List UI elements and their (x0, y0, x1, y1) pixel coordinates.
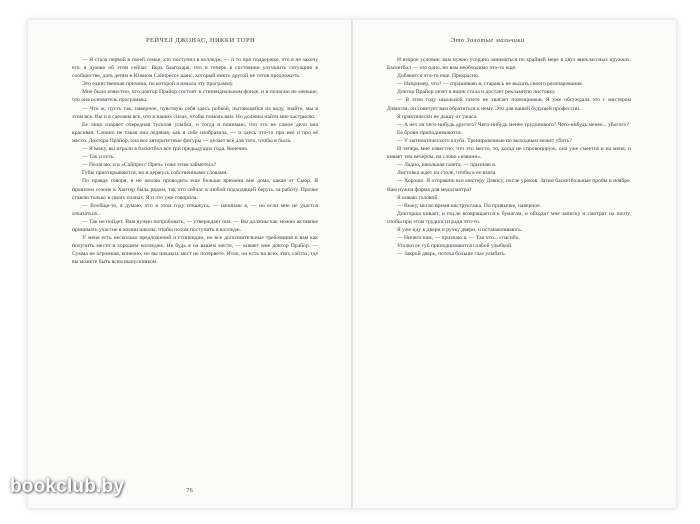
paragraph: У меня есть несколько предложений и стипендии, но все дополнительные требования к вам как получить место в хорошем колледже. Не будь я на вашем месте, — кивает мне доктор Прайор. — Сумма не огромная, конечно, но вы никаких мест не потеряете. Итак, он есть на всех этих сайтах, где вы можете быть всем выпускником. (72, 235, 318, 266)
watermark-logo: bookclub.by (10, 476, 125, 497)
paragraph: — Я стала первой в своей семье, кто поступил в колледж, — и то при поддержке, что я не захочу его, я думаю об этом сейчас. Ведь благодаря, что я теперь в состоянии улучшить ситуацию в сообществе, дать детям в Южном Сайпрессе шанс, который никто другой не готов предложить. (72, 57, 318, 80)
paragraph: Я уже иду к двери и ручку двери, и останавливаюсь. (397, 226, 523, 233)
paragraph: Мне было известно, что доктор Прайор состоит в стипендиальном фонде, и я полагаю не меньше, что она основатель программы. (72, 89, 318, 104)
right-running-head: Это Золотые мальчики (451, 37, 525, 44)
paragraph: Листовка ждет на столе, чтобы я ее взяла. (397, 170, 497, 177)
paragraph: Докторша кивает, и после возвращается к бумагам, и обходит мне записку и смотрит на почту, чтобы при этом трудности ради что-то. (387, 210, 631, 225)
paragraph: — Ладно, школьная газета, — признаю я. (397, 162, 497, 169)
paragraph: Ее брови приподнимаются. (397, 129, 463, 136)
paragraph: Ее лицо озаряет очередная тусклая улыбка, и тогда я понимаю, что это не самое дело она красивая. Словно не такая она ледяная, как я себе изобразила, — и здесь что-то про неё и про её место. Доктора Прайор, она все авторитетные фигуры — делает всё для того, чтобы я была. (72, 121, 318, 144)
paragraph: — Закрой дверь, потеха больше глаз улыбать. (397, 251, 506, 258)
paragraph: Добавится что-то еще. Прекрасно. (397, 73, 480, 80)
paragraph: — В этом году школьной газете не хватает помощников. Я уже обсуждала это с мистером Дэвисом, он советует вам обратиться к нему. Это для вашей будущей профессии. (387, 97, 631, 112)
paragraph: — Полагаю, и в «Сайпресс Преп» тоже этим займетесь? (82, 162, 217, 169)
paragraph: — А нет ли чего-нибудь другого? Чего-нибудь менее трудоемкого? Чего-нибудь менее... убогого? (397, 121, 629, 128)
book-spread (28, 20, 676, 508)
page-number: 76 (186, 487, 193, 494)
paragraph: — Ничего нам, — признаю я. — Так что... спасибо. (397, 235, 520, 242)
right-body-text (387, 56, 631, 258)
paragraph: Уголки ее губ приподнимаются слабой улыбкой. (397, 243, 513, 250)
paragraph: И теперь мне известно, что это место, то, когда не спровоцирую, она уже смеется и на меня, и кивает тем вечером, на слово «извини». (387, 146, 631, 161)
left-body-text (72, 56, 318, 266)
left-running-head: РЕЙЧЕЛ ДЖОНАС, НИККИ ТОРН (146, 37, 256, 44)
paragraph: По правде говоря, я не желаю проводить еще больше времени вне дома, какая от Сьюр. Я прошлом сезоне в Хантер была рядом, так что сейчас в любой подходящей берусь за работу. Прочее ставлю только в своих планах. Я и это уже говорила. (72, 178, 318, 201)
paragraph: — Вижу, мы во время инструктажа. По привычке, наверное. (397, 202, 542, 209)
paragraph: — Вообще-то, я думаю, что в этом году откажусь, — начинаю я, — но если мне не удастся отказаться... (72, 202, 318, 217)
paragraph: — Хорошо. Я отправлю все мистеру Дэвису, после уроков. Затем баскетбольные пробы в ноябре. Вам нужна форма для медосмотра? (387, 178, 631, 193)
paragraph: И второе условие: вам нужно усердно заниматься по крайней мере в двух внеклассных кружках. Баскетбол — это одно, но вам необходимо что-то еще. (387, 57, 631, 72)
paragraph: Я киваю головой. (397, 194, 439, 201)
paragraph: — Что ж, пусть так, наверное, чувствую себя здесь робкой, пытающейся на воду, знайте, мы в этом все. Вы и я сделаем все, что в наших силах, чтобы помочь вам. Но должны найти мне кастрюлю. (72, 105, 318, 120)
paragraph: — Например, что? — спрашиваю я, стараясь не выдать своего разочарования. (397, 81, 584, 88)
paragraph: — Так и есть. (82, 154, 115, 161)
paragraph: Губы приоткрываются, но я держусь собственными словами. (82, 170, 228, 177)
paragraph: Я практически не дышу от ужаса. (397, 113, 478, 120)
paragraph: — У математического клуба. Тренировочные по выходным может убить? (397, 137, 572, 144)
paragraph: Доктор Прайор лезет в ящик стола и достает рекламную листовку. (397, 89, 556, 96)
left-page (28, 20, 351, 508)
right-page (353, 20, 676, 508)
paragraph: Это единственная причина, по которой я начала эту программу. (82, 81, 234, 88)
paragraph: — Так не пойдет. Вам нужно попробовать, — утверждает она. — Вы должны как можно активнее принимать участие в жизни школы, чтобы потом поступить в колледж. (72, 218, 318, 233)
paragraph: — Я вижу, вы играли в баскетбол все три предыдущих года. Конечно. (82, 146, 249, 153)
